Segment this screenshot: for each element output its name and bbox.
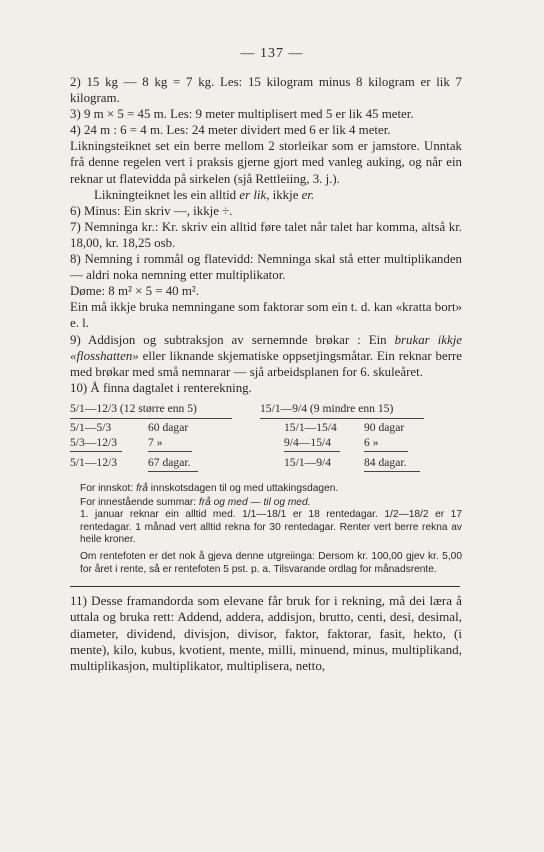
page-body <box>70 74 462 674</box>
equality-sign-reading: Likningteiknet les ein alltid er lik, ikkje er. <box>94 187 315 202</box>
total-underline <box>148 471 198 472</box>
page-number: — 137 — <box>240 46 304 61</box>
item-2: 2) 15 kg — 8 kg = 7 kg. Les: 15 kilogram minus 8 kilogram er lik 7 kilogram. <box>70 75 462 106</box>
sum-rule <box>70 451 122 452</box>
header-rule-left <box>70 418 232 419</box>
right-header: 15/1—9/4 (9 mindre enn 15) <box>260 401 394 415</box>
table-row: 5/3—12/3 7 » 9/4—15/4 6 » <box>70 436 462 451</box>
table-row: 5/1—5/3 60 dagar 15/1—15/4 90 dagar <box>70 420 405 434</box>
table-total-row: 5/1—12/3 67 dagar. 15/1—9/4 84 dagar. <box>70 456 462 471</box>
day-count-table <box>70 402 462 471</box>
item-10: 10) Å finna dagtalet i renterekning. <box>70 380 252 395</box>
sum-rule <box>364 451 408 452</box>
total-underline <box>364 471 420 472</box>
note-rate: Om rentefoten er det nok å gjeva denne utgreiinga: Dersom kr. 100,00 gjev kr. 5,00 for året i rente, så er rentefoten 5 pst. p. a. Tilsvarande ordlag for månadsrente. <box>80 551 462 575</box>
note-balance: For innestående summar: frå og med — til og med. <box>80 497 311 509</box>
section-divider <box>70 586 460 587</box>
sum-rule <box>284 451 340 452</box>
item-6: 6) Minus: Ein skriv —, ikkje ÷. <box>70 203 233 218</box>
equality-sign-rule: Likningsteiknet set ein berre mellom 2 storleikar som er jamstore. Unntak frå denne regelen vert i praksis gjerne gjort med vanleg auking, og når ein reknar ut flatevidda på sirkelen (sjå Rettleiing, 3. j.). <box>70 139 462 186</box>
note-deposit: For innskot: frå innskotsdagen til og med uttakingsdagen. <box>80 482 339 494</box>
left-header: 5/1—12/3 (12 større enn 5) <box>70 401 197 415</box>
item-9: 9) Addisjon og subtraksjon av sernemnde brøkar : Ein brukar ikkje «flosshatten» eller liknande skjematiske oppsetjingsmåtar. Ein reknar berre med brøkar med små nemnarar — sjå arbeidsplanen for 6. skuleåret. <box>70 332 462 379</box>
header-rule-right <box>260 418 424 419</box>
item-8-example: Døme: 8 m² × 5 = 40 m². <box>70 284 199 299</box>
item-7: 7) Nemninga kr.: Kr. skriv ein alltid føre talet når talet har komma, altså kr. 18,00, kr. 18,25 osb. <box>70 219 462 250</box>
item-11: 11) Desse framandorda som elevane får bruk for i rekning, må dei læra å uttala og bruka rett: Addend, addera, addisjon, brutto, centi, desi, desimal, diameter, dividend, divisjon, divisor, faktor, faktorar, fasit, hekto, (i mente), kilo, kubus, kvotient, mente, milli, minuend, minus, multiplikand, multiplikasjon, multiplikator, multiplisera, netto, <box>70 592 462 674</box>
table-header-row <box>70 402 462 417</box>
item-4: 4) 24 m : 6 = 4 m. Les: 24 meter dividert med 6 er lik 4 meter. <box>70 123 391 138</box>
item-8-note: Ein må ikkje bruka nemningane som faktorar som ein t. d. kan «kratta bort» e. l. <box>70 300 462 331</box>
sum-rule <box>148 451 192 452</box>
item-8: 8) Nemning i rommål og flatevidd: Nemninga skal stå etter multiplikanden — aldri noka nemning etter multiplikator. <box>70 252 462 283</box>
note-days: 1. januar reknar ein alltid med. 1/1—18/1 er 18 rentedagar. 1/2—18/2 er 17 rentedagar. 1 månad vert alltid rekna for 30 rentedagar. Renter vert berre rekna av heile kroner. <box>80 509 462 546</box>
item-3: 3) 9 m × 5 = 45 m. Les: 9 meter multiplisert med 5 er lik 45 meter. <box>70 107 414 122</box>
